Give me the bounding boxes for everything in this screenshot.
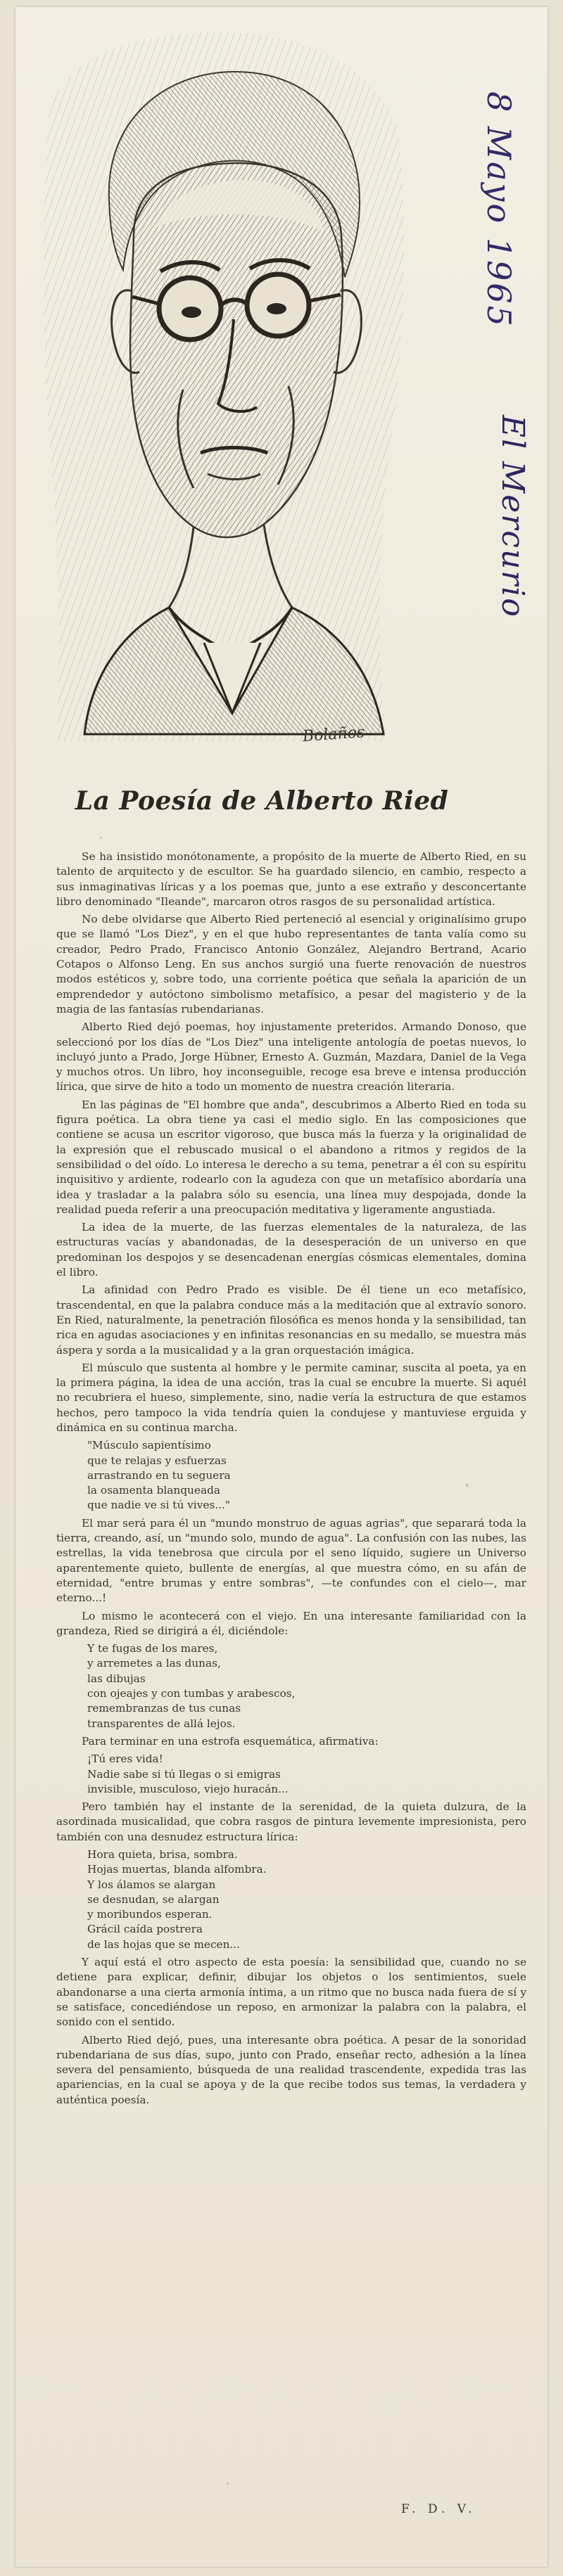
verse-line: Y los álamos se alargan bbox=[87, 1878, 216, 1891]
newspaper-clipping bbox=[15, 7, 548, 2567]
paper-speck bbox=[100, 837, 102, 839]
verse-line: con ojeajes y con tumbas y arabescos, bbox=[87, 1687, 296, 1700]
portrait-drawing bbox=[42, 24, 408, 762]
verse-line: Hojas muertas, blanda alfombra. bbox=[87, 1863, 267, 1876]
verse-line: remembranzas de tus cunas bbox=[87, 1702, 241, 1715]
verse-line: que nadie ve si tú vives..." bbox=[87, 1499, 230, 1512]
verse-line: y moribundos esperan. bbox=[87, 1908, 213, 1921]
verse-line: las dibujas bbox=[87, 1672, 146, 1685]
verse-line: invisible, musculoso, viejo huracán... bbox=[87, 1782, 289, 1795]
verse-line: Hora quieta, brisa, sombra. bbox=[87, 1848, 238, 1861]
author-initials: F. D. V. bbox=[401, 2502, 476, 2516]
handwritten-source-note bbox=[442, 91, 548, 422]
paragraph: La idea de la muerte, de las fuerzas elementales de la naturaleza, de las estructuras vacías y abandonadas, de la desesperación de un universo en que predominan los despojos y se desencadenan energías cósmicas elementales, domina el libro. bbox=[56, 1221, 526, 1279]
handwritten-date: 8 Mayo 1965 bbox=[480, 91, 518, 328]
verse-line: de las hojas que se mecen... bbox=[87, 1937, 241, 1951]
handwritten-source bbox=[446, 415, 545, 717]
paragraph: Alberto Ried dejó poemas, hoy injustamente preteridos. Armando Donoso, que seleccionó por los días de "Los Diez" una inteligente antología de poetas nuevos, lo incluyó junto a Prado, Jorge Hübner, Ernesto A. Guzmán, Mazdara, Daniel de la Vega y muchos otros. Un libro, hoy inconseguible, recoge esa breve e intensa producción lírica, que sirve de hito a todo un momento de nuestra creación literaria. bbox=[56, 1020, 526, 1094]
paragraph: El músculo que sustenta al hombre y le permite caminar, suscita al poeta, ya en la primera página, la idea de una acción, tras la cual se encubre la muerte. Si aquél no recubriera el hueso, simplemente, sino, nadie vería la estructura de que estamos hechos, pero tampoco la vida tendría quien la condujese y mantuviese erguida y dinámica en su continua marcha. bbox=[56, 1361, 526, 1434]
verse-line: la osamenta blanqueada bbox=[87, 1484, 220, 1497]
verse-line: que te relajas y esfuerzas bbox=[87, 1454, 227, 1467]
verse-line: ¡Tú eres vida! bbox=[87, 1752, 163, 1766]
paragraph: Se ha insistido monótonamente, a propósito de la muerte de Alberto Ried, en su talento de arquitecto y de escultor. Se ha guardado silencio, en cambio, respecto a sus inmaginativas líricas y a los poemas que, junto a ese extraño y desconcertante libro denominado "Ileande", marcaron otros rasgos de su personalidad artística. bbox=[56, 850, 526, 908]
article-body bbox=[56, 850, 526, 2110]
paragraph: Pero también hay el instante de la serenidad, de la quieta dulzura, de la asordinada musicalidad, que cobra rasgos de pintura levemente impresionista, pero también con una desnudez estructura lírica: bbox=[56, 1800, 526, 1843]
article-title: La Poesía de Alberto Ried bbox=[75, 786, 449, 816]
artist-signature: Bolaños bbox=[302, 723, 366, 746]
paragraph: Alberto Ried dejó, pues, una interesante obra poética. A pesar de la sonoridad rubendariana de sus días, supo, junto con Prado, enseñar recto, adhesión a la línea severa del pensamiento, búsqueda de una realidad trascendente, expedida tras las apariencias, en la cual se apoya y de la que recibe todos sus temas, la verdadera y auténtica poesía. bbox=[56, 2033, 526, 2106]
paragraph: En las páginas de "El hombre que anda", descubrimos a Alberto Ried en toda su figura poética. La obra tiene ya casi el medio siglo. En las composiciones que contiene se acusa un escritor vigoroso, que busca más la fuerza y la originalidad de la expresión que el rebuscado musical o el abandono a ritmos y regidos de la sensibilidad o del oído. Lo interesa le derecho a su tema, penetrar a él con su espíritu inquisitivo y ardiente, rodearlo con la agudeza con que un metafísico abordaría una idea y trasladar a la palabra sólo su esencia, una línea muy despojada, donde la realidad pueda referir a una preocupación meditativa y ligeramente angustiada. bbox=[56, 1098, 526, 1216]
paragraph: El mar será para él un "mundo monstruo de aguas agrias", que separará toda la tierra, creando, así, un "mundo solo, mundo de agua". La confusión con las nubes, las estrellas, la vida tenebrosa que circula por el seno líquido, sugiere un Universo aparentemente quieto, bullente de energías, al que muestra cómo, en su afán de eternidad, "entre brumas y entre sombras", —te confundes con el cielo—, mar eterno...! bbox=[56, 1516, 526, 1605]
verse-line: Nadie sabe si tú llegas o si emigras bbox=[87, 1767, 281, 1781]
verse-line: Grácil caída postrera bbox=[87, 1923, 203, 1936]
verse-line: transparentes de allá lejos. bbox=[87, 1717, 236, 1730]
paragraph: La afinidad con Pedro Prado es visible. De él tiene un eco metafísico, trascendental, en que la palabra conduce más a la meditación que al extravío sonoro. En Ried, naturalmente, la penetración filosófica es menos honda y la sensibilidad, tan rica en agudas asociaciones y en infinitas resonancias en su medallo, se muestra más áspera y sorda a la musicalidad y a la gran orquestación imágica. bbox=[56, 1283, 526, 1357]
paragraph: Lo mismo le acontecerá con el viejo. En una interesante familiaridad con la grandeza, Ried se dirigirá a él, diciéndole: bbox=[56, 1609, 526, 1637]
verse-line: arrastrando en tu seguera bbox=[87, 1468, 231, 1482]
verse-line: se desnudan, se alargan bbox=[87, 1892, 220, 1906]
paragraph: Para terminar en una estrofa esquemática, afirmativa: bbox=[82, 1734, 379, 1748]
paragraph: No debe olvidarse que Alberto Ried perteneció al esencial y originalísimo grupo que se llamó "Los Diez", y en el que hubo representantes de tanta valía como su creador, Pedro Prado, Francisco Antonio González, Alejandro Bertrand, Acario Cotapos o Alfonso Leng. En sus anchos surgió una fuerte renovación de nuestros modos estéticos y, sobre todo, una corriente poética que señala la aparición de un emprendedor y autóctono simbolismo metafísico, a pesar del magisterio y de la magia de las fantasías rubendarianas. bbox=[56, 913, 526, 1015]
handwritten-newspaper-name: El Mercurio bbox=[495, 415, 531, 618]
verse-line: Y te fugas de los mares, bbox=[87, 1642, 218, 1655]
paper-speck bbox=[227, 2482, 229, 2485]
verse-line: y arremetes a las dunas, bbox=[87, 1657, 221, 1670]
verse-line: "Músculo sapientísimo bbox=[87, 1439, 211, 1452]
paper-speck bbox=[466, 1484, 469, 1487]
paragraph: Y aquí está el otro aspecto de esta poesía: la sensibilidad que, cuando no se detiene para explicar, definir, dibujar los objetos o los sentimientos, suele abandonarse a una cierta armonía íntima, a un ritmo que no busca nada fuera de sí y se satisface, concediéndose un reposo, en armonizar la palabra con la palabra, el sonido con el sentido. bbox=[56, 1956, 526, 2029]
portrait-illustration bbox=[42, 24, 408, 762]
